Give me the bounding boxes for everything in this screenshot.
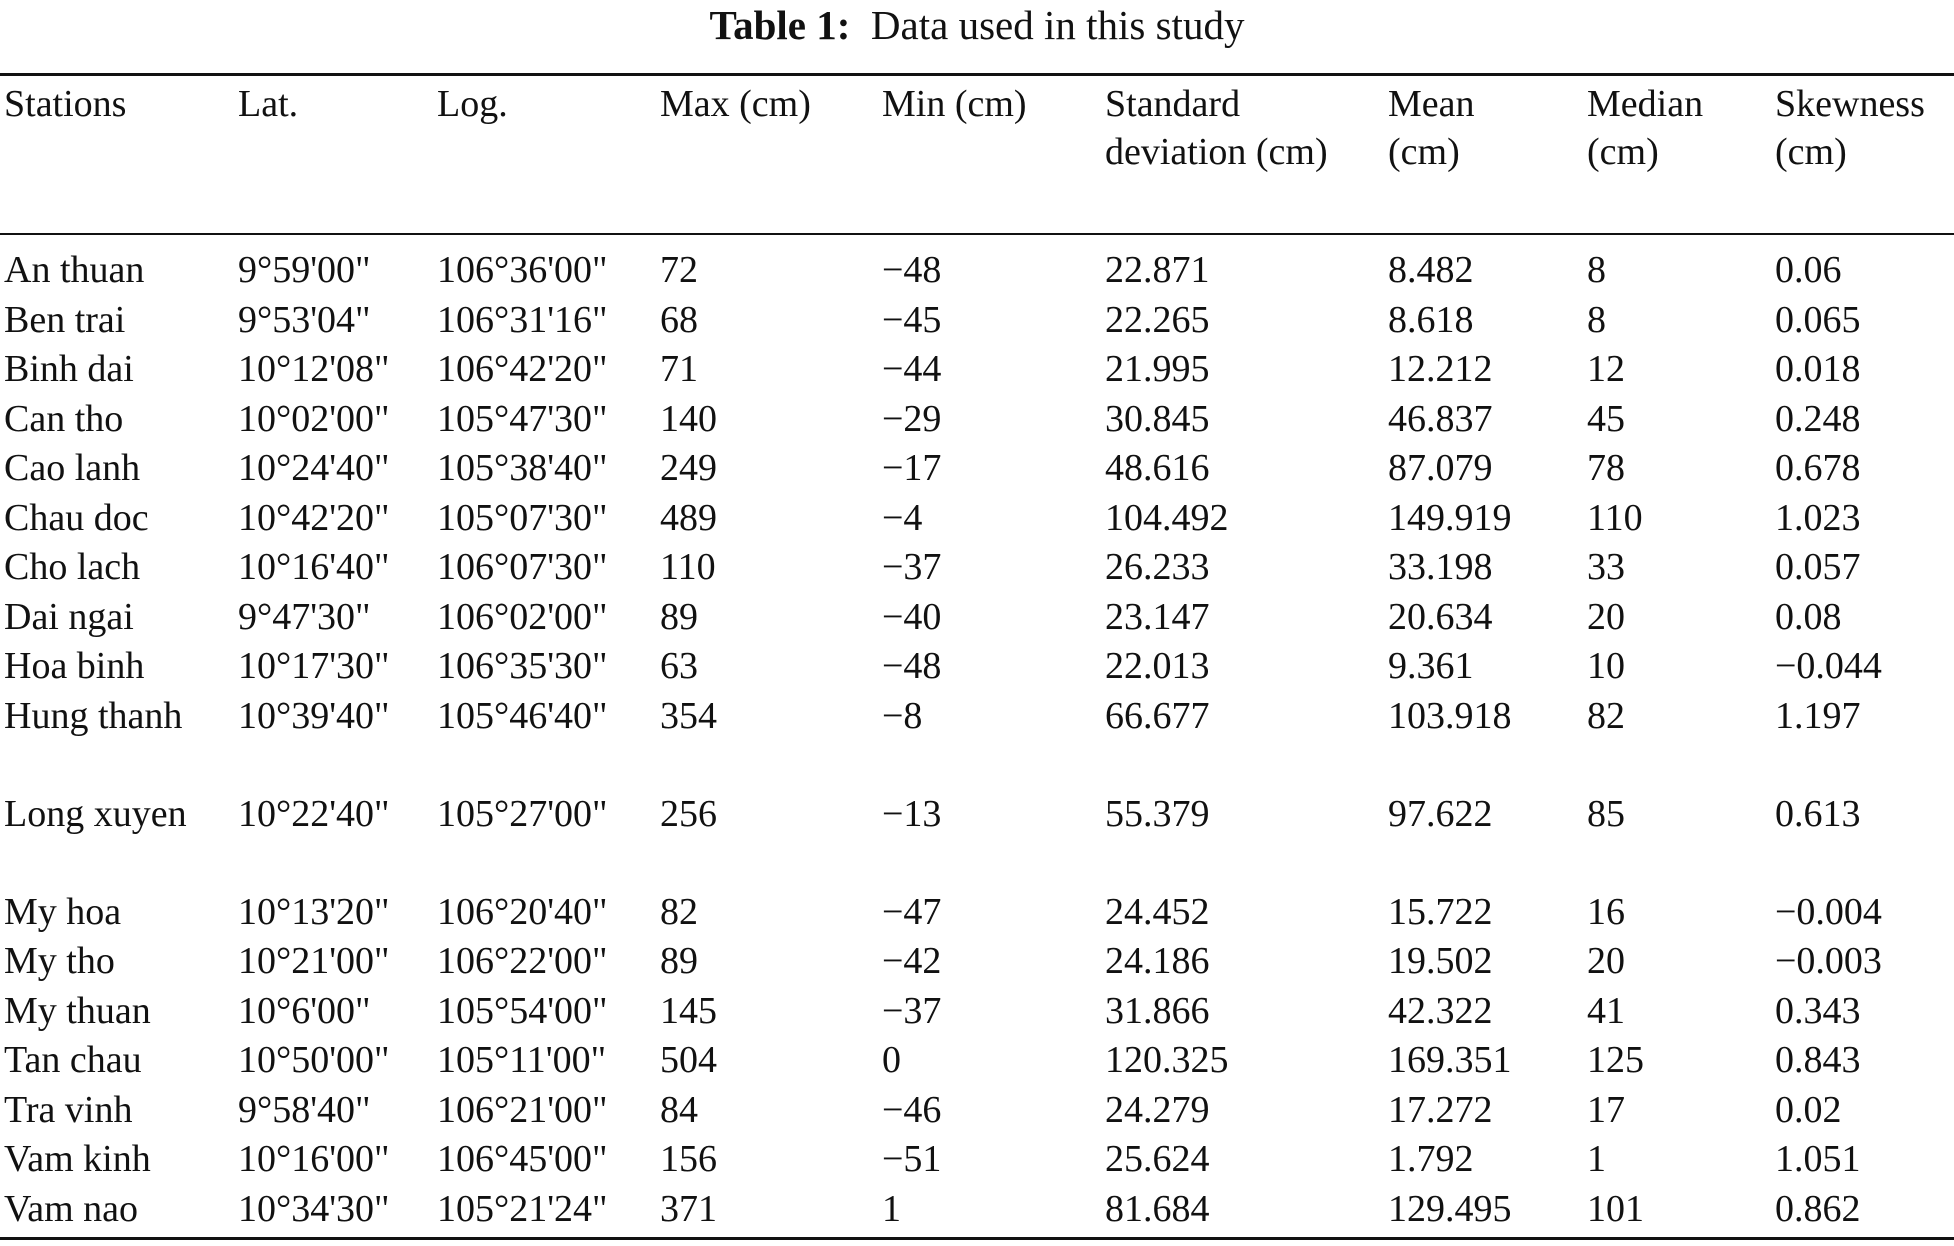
cell-log: 106°20'40"	[437, 890, 608, 933]
cell-station: Binh dai	[4, 348, 134, 390]
table-caption-text: Data used in this study	[870, 2, 1245, 48]
cell-median: 1	[1587, 1138, 1606, 1180]
cell-lat: 9°53'04"	[238, 298, 371, 341]
cell-max: 249	[660, 447, 717, 489]
cell-station: Hoa binh	[4, 645, 145, 687]
cell-max: 256	[660, 792, 717, 835]
cell-log: 105°46'40"	[437, 694, 608, 737]
cell-min: −51	[882, 1138, 942, 1180]
header-log: Log.	[437, 83, 508, 125]
cell-standard-deviation: 21.995	[1105, 348, 1210, 390]
cell-station: Can tho	[4, 397, 124, 440]
table-row	[0, 937, 1954, 987]
cell-skewness: 1.051	[1775, 1138, 1861, 1180]
cell-min: 0	[882, 1039, 901, 1081]
cell-lat: 10°22'40"	[238, 792, 390, 835]
cell-log: 106°21'00"	[437, 1088, 608, 1131]
table-top-rule	[0, 73, 1954, 76]
cell-skewness: 0.613	[1775, 792, 1861, 835]
cell-station: Hung thanh	[4, 694, 183, 737]
table-row	[0, 345, 1954, 395]
cell-max: 72	[660, 249, 698, 291]
cell-standard-deviation: 24.186	[1105, 940, 1210, 982]
cell-lat: 9°47'30"	[238, 595, 371, 638]
cell-max: 489	[660, 496, 717, 539]
table-row	[0, 1185, 1954, 1235]
cell-skewness: 0.843	[1775, 1039, 1861, 1081]
header-min: Min (cm)	[882, 83, 1027, 125]
table-row	[0, 692, 1954, 790]
cell-lat: 10°16'40"	[238, 546, 390, 588]
cell-log: 105°47'30"	[437, 397, 608, 440]
table-header	[0, 80, 1954, 230]
header-standard-deviation: Standard deviation (cm)	[1105, 83, 1328, 173]
cell-station: Tan chau	[4, 1039, 142, 1081]
cell-max: 84	[660, 1088, 698, 1131]
cell-mean: 97.622	[1388, 792, 1493, 835]
cell-max: 354	[660, 694, 717, 737]
cell-max: 82	[660, 890, 698, 933]
cell-min: −45	[882, 298, 942, 341]
cell-standard-deviation: 22.871	[1105, 249, 1210, 291]
cell-min: −46	[882, 1088, 942, 1131]
cell-skewness: 0.248	[1775, 397, 1861, 440]
cell-max: 504	[660, 1039, 717, 1081]
cell-skewness: 0.02	[1775, 1088, 1842, 1131]
cell-station: Vam kinh	[4, 1138, 151, 1180]
cell-skewness: −0.004	[1775, 890, 1882, 933]
cell-log: 105°11'00"	[437, 1039, 607, 1081]
table-row	[0, 1135, 1954, 1185]
cell-log: 106°36'00"	[437, 249, 608, 291]
cell-median: 33	[1587, 546, 1625, 588]
cell-log: 105°07'30"	[437, 496, 608, 539]
cell-lat: 10°34'30"	[238, 1187, 390, 1230]
table-row	[0, 494, 1954, 544]
cell-lat: 10°17'30"	[238, 645, 390, 687]
cell-median: 16	[1587, 890, 1625, 933]
cell-min: −8	[882, 694, 923, 737]
cell-mean: 19.502	[1388, 940, 1493, 982]
cell-station: Chau doc	[4, 496, 149, 539]
cell-median: 17	[1587, 1088, 1625, 1131]
cell-log: 105°21'24"	[437, 1187, 608, 1230]
cell-log: 106°45'00"	[437, 1138, 608, 1180]
table-body	[0, 246, 1954, 1234]
cell-standard-deviation: 48.616	[1105, 447, 1210, 489]
cell-median: 85	[1587, 792, 1625, 835]
cell-log: 105°54'00"	[437, 989, 608, 1032]
cell-skewness: 0.08	[1775, 595, 1842, 638]
cell-median: 41	[1587, 989, 1625, 1032]
cell-min: 1	[882, 1187, 901, 1230]
cell-log: 106°02'00"	[437, 595, 608, 638]
cell-median: 101	[1587, 1187, 1644, 1230]
cell-skewness: 0.343	[1775, 989, 1861, 1032]
cell-min: −37	[882, 546, 942, 588]
table-row	[0, 790, 1954, 888]
cell-lat: 10°21'00"	[238, 940, 390, 982]
cell-log: 106°31'16"	[437, 298, 608, 341]
cell-min: −48	[882, 645, 942, 687]
cell-standard-deviation: 120.325	[1105, 1039, 1229, 1081]
cell-lat: 9°59'00"	[238, 249, 371, 291]
cell-lat: 10°02'00"	[238, 397, 390, 440]
cell-min: −48	[882, 249, 942, 291]
cell-min: −4	[882, 496, 923, 539]
cell-min: −37	[882, 989, 942, 1032]
cell-max: 89	[660, 940, 698, 982]
cell-log: 105°38'40"	[437, 447, 608, 489]
table-row	[0, 296, 1954, 346]
cell-mean: 12.212	[1388, 348, 1493, 390]
header-lat: Lat.	[238, 83, 299, 125]
cell-standard-deviation: 31.866	[1105, 989, 1210, 1032]
cell-log: 106°07'30"	[437, 546, 608, 588]
cell-median: 20	[1587, 940, 1625, 982]
cell-standard-deviation: 24.279	[1105, 1088, 1210, 1131]
cell-median: 8	[1587, 249, 1606, 291]
cell-standard-deviation: 25.624	[1105, 1138, 1210, 1180]
cell-min: −13	[882, 792, 942, 835]
cell-lat: 10°24'40"	[238, 447, 390, 489]
header-max: Max (cm)	[660, 83, 811, 125]
cell-standard-deviation: 104.492	[1105, 496, 1229, 539]
cell-skewness: 0.862	[1775, 1187, 1861, 1230]
cell-standard-deviation: 26.233	[1105, 546, 1210, 588]
header-mean: Mean (cm)	[1388, 83, 1475, 173]
cell-min: −47	[882, 890, 942, 933]
cell-mean: 8.618	[1388, 298, 1474, 341]
cell-max: 63	[660, 645, 698, 687]
cell-station: Tra vinh	[4, 1088, 133, 1131]
cell-median: 8	[1587, 298, 1606, 341]
cell-log: 106°22'00"	[437, 940, 608, 982]
cell-skewness: 0.678	[1775, 447, 1861, 489]
cell-station: My hoa	[4, 890, 122, 933]
cell-max: 68	[660, 298, 698, 341]
cell-mean: 169.351	[1388, 1039, 1512, 1081]
cell-standard-deviation: 22.265	[1105, 298, 1210, 341]
cell-station: Ben trai	[4, 298, 126, 341]
cell-log: 105°27'00"	[437, 792, 608, 835]
cell-station: Dai ngai	[4, 595, 134, 638]
cell-median: 20	[1587, 595, 1625, 638]
cell-max: 89	[660, 595, 698, 638]
table-row	[0, 444, 1954, 494]
cell-station: Vam nao	[4, 1187, 139, 1230]
cell-mean: 149.919	[1388, 496, 1512, 539]
cell-median: 12	[1587, 348, 1625, 390]
cell-skewness: 1.197	[1775, 694, 1861, 737]
cell-skewness: 0.06	[1775, 249, 1842, 291]
table-row	[0, 395, 1954, 445]
table-row	[0, 642, 1954, 692]
table-header-rule	[0, 233, 1954, 235]
cell-log: 106°42'20"	[437, 348, 608, 390]
table-caption-label: Table 1:	[709, 2, 851, 48]
cell-mean: 103.918	[1388, 694, 1512, 737]
cell-max: 156	[660, 1138, 717, 1180]
table-row	[0, 1036, 1954, 1086]
cell-station: My tho	[4, 940, 115, 982]
cell-median: 45	[1587, 397, 1625, 440]
cell-max: 145	[660, 989, 717, 1032]
table-caption	[0, 0, 1954, 50]
cell-mean: 129.495	[1388, 1187, 1512, 1230]
header-skewness: Skewness (cm)	[1775, 83, 1925, 173]
cell-standard-deviation: 55.379	[1105, 792, 1210, 835]
cell-median: 125	[1587, 1039, 1644, 1081]
cell-mean: 33.198	[1388, 546, 1493, 588]
cell-mean: 1.792	[1388, 1138, 1474, 1180]
cell-max: 71	[660, 348, 698, 390]
table-bottom-rule	[0, 1237, 1954, 1240]
cell-station: Long xuyen	[4, 792, 187, 835]
cell-median: 110	[1587, 496, 1643, 539]
cell-median: 82	[1587, 694, 1625, 737]
cell-min: −17	[882, 447, 942, 489]
cell-lat: 10°50'00"	[238, 1039, 390, 1081]
table-row	[0, 1086, 1954, 1136]
cell-station: An thuan	[4, 249, 145, 291]
cell-lat: 10°6'00"	[238, 989, 371, 1032]
cell-max: 371	[660, 1187, 717, 1230]
table-row	[0, 246, 1954, 296]
cell-median: 78	[1587, 447, 1625, 489]
cell-skewness: 0.057	[1775, 546, 1861, 588]
cell-standard-deviation: 66.677	[1105, 694, 1210, 737]
cell-station: Cao lanh	[4, 447, 141, 489]
cell-min: −42	[882, 940, 942, 982]
table-row	[0, 987, 1954, 1037]
cell-min: −44	[882, 348, 942, 390]
table-row	[0, 888, 1954, 938]
header-median: Median (cm)	[1587, 83, 1704, 173]
cell-mean: 8.482	[1388, 249, 1474, 291]
cell-lat: 10°13'20"	[238, 890, 390, 933]
cell-min: −40	[882, 595, 942, 638]
cell-standard-deviation: 81.684	[1105, 1187, 1210, 1230]
cell-lat: 9°58'40"	[238, 1088, 371, 1131]
cell-lat: 10°12'08"	[238, 348, 390, 390]
cell-station: Cho lach	[4, 546, 141, 588]
cell-skewness: 1.023	[1775, 496, 1861, 539]
cell-skewness: 0.065	[1775, 298, 1861, 341]
cell-skewness: −0.003	[1775, 940, 1882, 982]
cell-mean: 42.322	[1388, 989, 1493, 1032]
cell-standard-deviation: 24.452	[1105, 890, 1210, 933]
cell-mean: 15.722	[1388, 890, 1493, 933]
cell-mean: 17.272	[1388, 1088, 1493, 1131]
cell-standard-deviation: 23.147	[1105, 595, 1210, 638]
cell-lat: 10°42'20"	[238, 496, 390, 539]
cell-standard-deviation: 22.013	[1105, 645, 1210, 687]
table-row	[0, 543, 1954, 593]
cell-mean: 46.837	[1388, 397, 1493, 440]
cell-skewness: 0.018	[1775, 348, 1861, 390]
cell-median: 10	[1587, 645, 1625, 687]
table-row	[0, 593, 1954, 643]
cell-min: −29	[882, 397, 942, 440]
cell-skewness: −0.044	[1775, 645, 1882, 687]
cell-lat: 10°39'40"	[238, 694, 390, 737]
cell-station: My thuan	[4, 989, 151, 1032]
header-stations: Stations	[4, 83, 127, 125]
cell-max: 140	[660, 397, 717, 440]
cell-max: 110	[660, 546, 716, 588]
cell-standard-deviation: 30.845	[1105, 397, 1210, 440]
cell-log: 106°35'30"	[437, 645, 608, 687]
cell-mean: 87.079	[1388, 447, 1493, 489]
cell-mean: 20.634	[1388, 595, 1493, 638]
cell-mean: 9.361	[1388, 645, 1474, 687]
cell-lat: 10°16'00"	[238, 1138, 390, 1180]
